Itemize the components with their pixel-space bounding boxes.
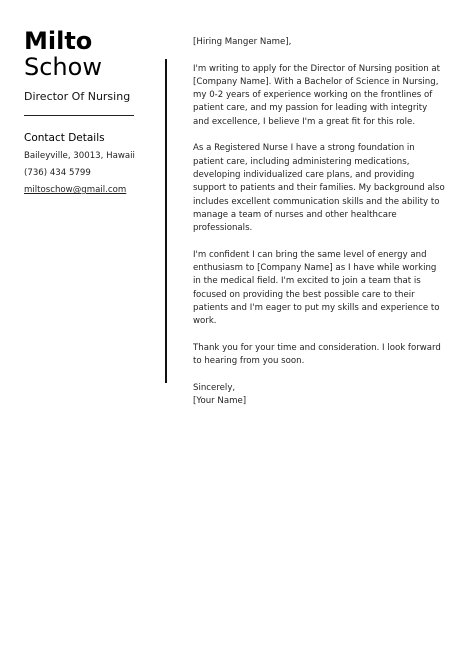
contact-phone: (736) 434 5799: [24, 168, 91, 178]
last-name: Schow: [24, 53, 102, 81]
letter-closing: Sincerely,: [193, 382, 236, 393]
letter-paragraph: Thank you for your time and consideration. I look forward to hearing from you soon.: [193, 342, 441, 367]
letter-paragraph: As a Registered Nurse I have a strong foundation in patient care, including administering medications, developing individualized care plans, and providing support to patients and their families. My background also includes excellent communication skills and the ability to manage a team of nurses and other healthcare professionals.: [193, 143, 445, 234]
letter-body: [193, 36, 445, 408]
job-title: Director Of Nursing: [24, 90, 131, 103]
contact-list: [24, 148, 136, 199]
sidebar-divider: [24, 115, 134, 116]
sidebar: [24, 28, 136, 199]
letter-signature: [Your Name]: [193, 396, 247, 407]
contact-email-row: [24, 182, 136, 199]
letter-paragraph: I'm confident I can bring the same level of energy and enthusiasm to [Company Name] as I have while working in the medical field. I'm excited to join a team that is focused on providing the best possible care to their patients and I'm eager to put my skills and experience to work.: [193, 249, 440, 327]
first-name: Milto: [24, 27, 93, 55]
letter-paragraph: I'm writing to apply for the Director of Nursing position at [Company Name]. With a Bachelor of Science in Nursing, my 0-2 years of experience working on the frontlines of patient care, and my passion for leading with integrity and excellence, I believe I'm a great fit for this role.: [193, 63, 441, 127]
contact-email-link[interactable]: miltoschow@gmail.com: [24, 185, 127, 195]
contact-heading: Contact Details: [24, 132, 105, 144]
vertical-divider: [165, 59, 167, 383]
letter-salutation: [Hiring Manger Name],: [193, 37, 292, 47]
contact-address: Baileyville, 30013, Hawaii: [24, 151, 135, 161]
